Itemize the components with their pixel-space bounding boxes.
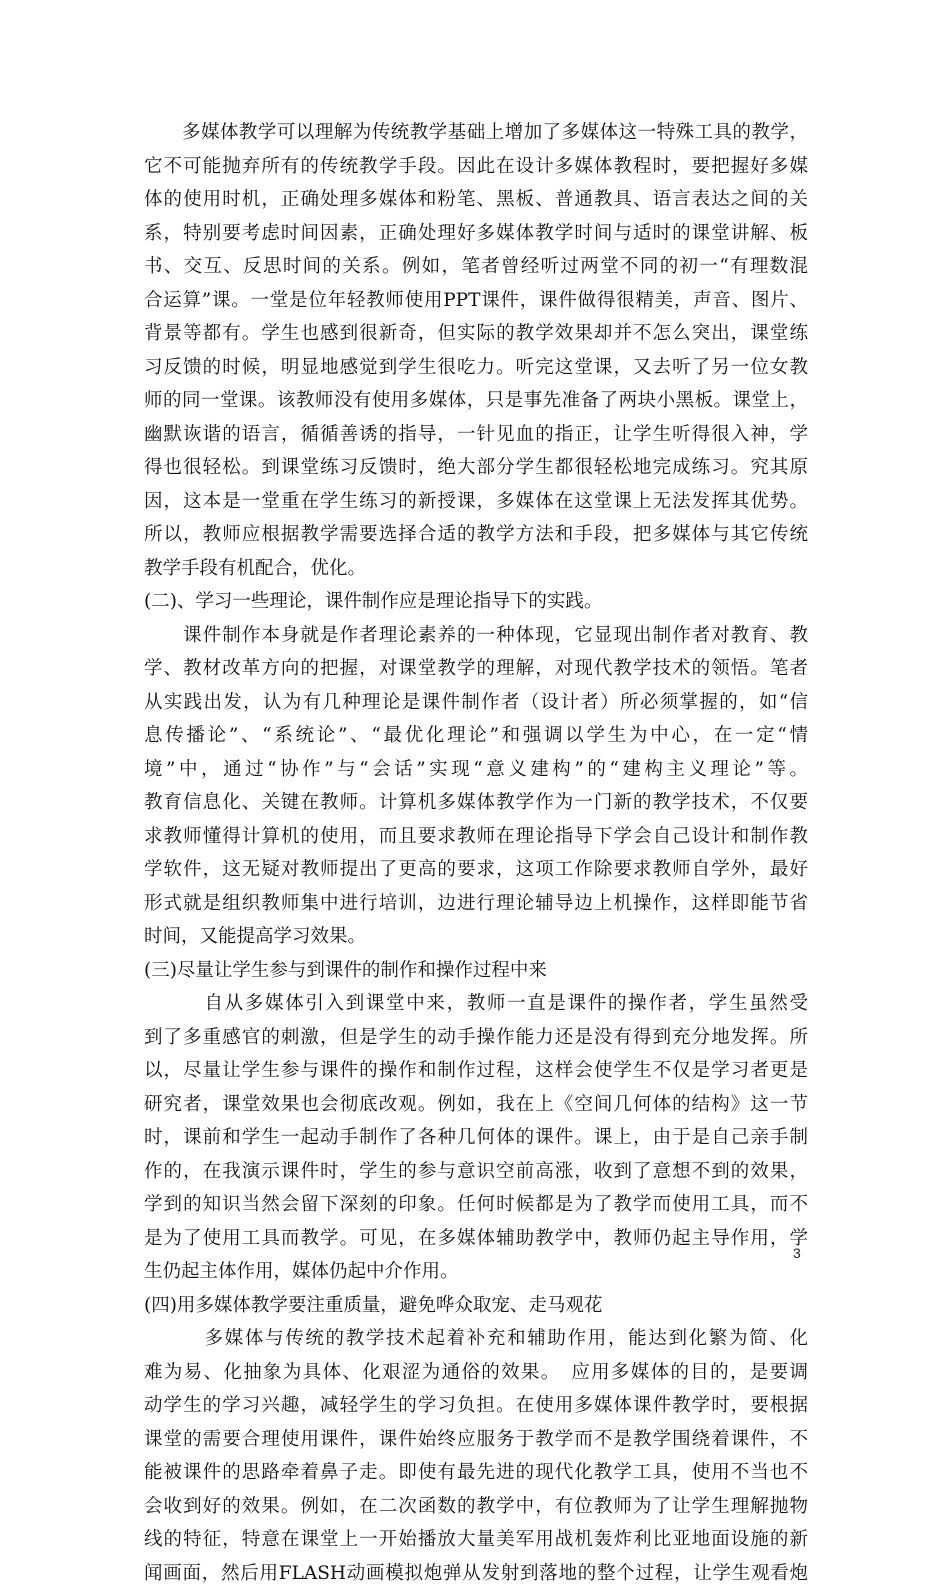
text-line: 多媒体教学可以理解为传统教学基础上增加了多媒体这一特殊工具的教学， (144, 116, 808, 150)
page-number: 3 (793, 1245, 801, 1261)
text-line: 书、交互、反思时间的关系。例如，笔者曾经听过两堂不同的初一“有理数混 (144, 250, 808, 284)
text-line: 研究者，课堂效果也会彻底改观。例如，我在上《空间几何体的结构》这一节 (144, 1088, 808, 1122)
text-line: 时间，又能提高学习效果。 (144, 920, 808, 954)
text-line: 动学生的学习兴趣，减轻学生的学习负担。在使用多媒体课件教学时，要根据 (144, 1389, 808, 1423)
text-line: 能被课件的思路牵着鼻子走。即使有最先进的现代化教学工具，使用不当也不 (144, 1456, 808, 1490)
text-line: 境”中，通过“协作”与“会话”实现“意义建构”的“建构主义理论”等。 (144, 753, 808, 787)
text-line: 从实践出发，认为有几种理论是课件制作者（设计者）所必须掌握的，如“信 (144, 686, 808, 720)
text-line: 学到的知识当然会留下深刻的印象。任何时候都是为了教学而使用工具，而不 (144, 1188, 808, 1222)
text-line: 课件制作本身就是作者理论素养的一种体现，它显现出制作者对教育、教 (144, 619, 808, 653)
text-line: 所以，教师应根据教学需要选择合适的教学方法和手段，把多媒体与其它传统 (144, 518, 808, 552)
text-line: 合运算”课。一堂是位年轻教师使用PPT课件，课件做得很精美，声音、图片、 (144, 284, 808, 318)
text-line: 幽默诙谐的语言，循循善诱的指导，一针见血的指正，让学生听得很入神，学 (144, 418, 808, 452)
text-line: 是为了使用工具而教学。可见，在多媒体辅助教学中，教师仍起主导作用，学 (144, 1222, 808, 1256)
text-line: 会收到好的效果。例如，在二次函数的教学中，有位教师为了让学生理解抛物 (144, 1490, 808, 1524)
text-line: 作的，在我演示课件时，学生的参与意识空前高涨，收到了意想不到的效果， (144, 1155, 808, 1189)
text-line: 课堂的需要合理使用课件，课件始终应服务于教学而不是教学围绕着课件，不 (144, 1423, 808, 1457)
text-line: 形式就是组织教师集中进行培训，边进行理论辅导边上机操作，这样即能节省 (144, 887, 808, 921)
text-line: 以，尽量让学生参与课件的操作和制作过程，这样会使学生不仅是学习者更是 (144, 1054, 808, 1088)
text-line: 自从多媒体引入到课堂中来，教师一直是课件的操作者，学生虽然受 (144, 987, 808, 1021)
text-line: 难为易、化抽象为具体、化艰涩为通俗的效果。 应用多媒体的目的，是要调 (144, 1356, 808, 1390)
text-line: (二)、学习一些理论，课件制作应是理论指导下的实践。 (144, 585, 808, 619)
text-line: 它不可能抛弃所有的传统教学手段。因此在设计多媒体教程时，要把握好多媒 (144, 150, 808, 184)
text-line: 背景等都有。学生也感到很新奇，但实际的教学效果却并不怎么突出，课堂练 (144, 317, 808, 351)
text-line: 体的使用时机，正确处理多媒体和粉笔、黑板、普通教具、语言表达之间的关 (144, 183, 808, 217)
text-line: 因，这本是一堂重在学生练习的新授课，多媒体在这堂课上无法发挥其优势。 (144, 485, 808, 519)
text-line: 师的同一堂课。该教师没有使用多媒体，只是事先准备了两块小黑板。课堂上， (144, 384, 808, 418)
text-line: 教学手段有机配合，优化。 (144, 552, 808, 586)
text-line: 息传播论”、“系统论”、“最优化理论”和强调以学生为中心，在一定“情 (144, 719, 808, 753)
text-line: 求教师懂得计算机的使用，而且要求教师在理论指导下学会自己设计和制作教 (144, 820, 808, 854)
text-line: 学、教材改革方向的把握，对课堂教学的理解，对现代教学技术的领悟。笔者 (144, 652, 808, 686)
text-line: 教育信息化、关键在教师。计算机多媒体教学作为一门新的教学技术，不仅要 (144, 786, 808, 820)
text-line: 到了多重感官的刺激，但是学生的动手操作能力还是没有得到充分地发挥。所 (144, 1021, 808, 1055)
text-line: 生仍起主体作用，媒体仍起中介作用。 (144, 1255, 808, 1289)
text-line: (三)尽量让学生参与到课件的制作和操作过程中来 (144, 954, 808, 988)
text-line: 闻画面，然后用FLASH动画模拟炮弹从发射到落地的整个过程，让学生观看炮 (144, 1557, 808, 1590)
text-line: 系，特别要考虑时间因素，正确处理好多媒体教学时间与适时的课堂讲解、板 (144, 217, 808, 251)
text-line: 学软件，这无疑对教师提出了更高的要求，这项工作除要求教师自学外，最好 (144, 853, 808, 887)
text-line: 得也很轻松。到课堂练习反馈时，绝大部分学生都很轻松地完成练习。究其原 (144, 451, 808, 485)
text-line: 习反馈的时候，明显地感觉到学生很吃力。听完这堂课，又去听了另一位女教 (144, 351, 808, 385)
text-line: 线的特征，特意在课堂上一开始播放大量美军用战机轰炸利比亚地面设施的新 (144, 1523, 808, 1557)
text-line: 多媒体与传统的教学技术起着补充和辅助作用，能达到化繁为简、化 (144, 1322, 808, 1356)
text-line: 时，课前和学生一起动手制作了各种几何体的课件。课上，由于是自己亲手制 (144, 1121, 808, 1155)
document-body (144, 116, 808, 1590)
text-line: (四)用多媒体教学要注重质量，避免哗众取宠、走马观花 (144, 1289, 808, 1323)
